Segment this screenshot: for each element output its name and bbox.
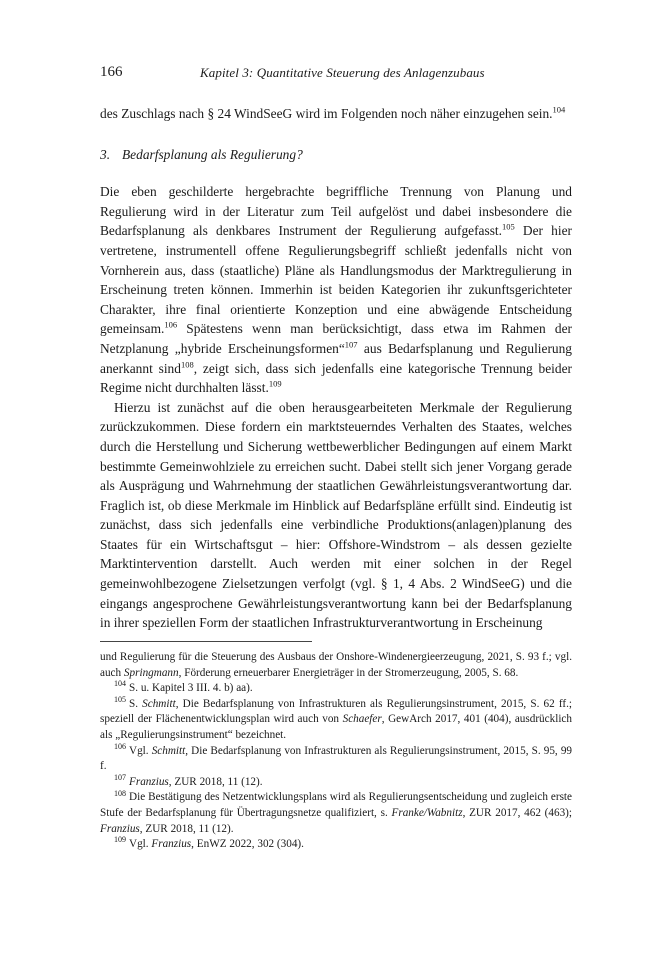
fn-cont-text-c: , Förderung erneuerbarer Energieträger in der Stromerzeugung, 2005, S. 68. xyxy=(178,666,519,679)
paragraph-2: Hierzu ist zunächst auf die oben herausgearbeiteten Merkmale der Regulierung zurückzukommen. Diese fordern ein marktsteuerndes Verhalten des Staates, welches durch die Herstellung und Sicherung wettbewerblicher Bedingungen auf einem Markt bestimmte Gemeinwohlziele zu erreichen sucht. Dabei stellt sich jener Vorgang gerade als Ausprägung und Wahrnehmung der staatlichen Gewährleistungsverantwortung dar. Fraglich ist, ob diese Merkmale im Hinblick auf Bedarfspläne erfüllt sind. Eindeutig ist zunächst, dass sich jedenfalls eine verbindliche Produktions(anlagen)planung des Staates für ein Wirtschaftsgut – hier: Offshore-Windstrom – als dessen gezielte Marktintervention darstellt. Auch werden mit einer solchen in der Regel gemeinwohlbezogene Zielsetzungen verfolgt (vgl. § 1, 4 Abs. 2 WindSeeG) und die eingangs angesprochene Gewährleistungsverantwortung kann bei der Bedarfsplanung in ihrer speziellen Form der staatlichen Infrastrukturverantwortung in Erscheinung xyxy=(100,399,572,631)
footnote-ref-105[interactable]: 105 xyxy=(501,221,515,232)
footnote-number: 104 xyxy=(114,679,126,689)
footnote-text: Vgl. xyxy=(129,744,152,757)
paragraph-1-part-4: aus Bedarfsplanung und Regulierung anerkannt sind xyxy=(100,340,572,376)
footnote-text: , ZUR 2018, 11 (12). xyxy=(168,775,263,788)
footnote-text: , EnWZ 2022, 302 (304). xyxy=(191,838,304,851)
footnote-text: , ZUR 2017, 462 (463); xyxy=(462,806,572,819)
footnote-105 xyxy=(100,697,572,744)
footnote-author: Franzius xyxy=(129,775,169,788)
footnote-text: , Die Bedarfsplanung von Infrastrukturen als Regulierungsinstrument, 2015, S. 95, 99 f. xyxy=(100,744,573,773)
footnote-text: S. u. Kapitel 3 III. 4. b) aa). xyxy=(129,682,253,695)
footnotes xyxy=(100,650,572,853)
footnote-author: Schmitt xyxy=(151,744,186,757)
footnote-ref-106[interactable]: 106 xyxy=(164,319,178,330)
footnote-author: Franzius xyxy=(100,822,140,835)
footnote-author: Schmitt xyxy=(142,697,176,710)
footnote-text: , Die Bedarfsplanung von Infrastrukturen als Regulierungsinstrument, 2015, S. 62 ff.; speziell der Flächenentwicklungsplan wird auch von xyxy=(100,697,572,726)
paragraph-1-part-2: Der hier vertretene, instrumentell offene Regulierungsbegriff schließt jedenfalls nicht von Vornherein aus, dass (staatliche) Pläne als Handlungsmodus der Marktregulierung in Erscheinung treten können. Immerhin ist beiden Kategorien ihr zukunftsgerichteter Charakter, ihre final orientierte Konzeption und eine abwägende Entscheidung gemeinsam. xyxy=(100,223,572,337)
footnote-continuation xyxy=(100,650,572,681)
footnote-number: 109 xyxy=(114,835,126,845)
main-text xyxy=(100,104,572,633)
fn-cont-author: Springmann xyxy=(123,666,179,679)
footnote-ref-104[interactable]: 104 xyxy=(552,104,566,115)
paragraph-1-part-1: Die eben geschilderte hergebrachte begriffliche Trennung von Planung und Regulierung wird in der Literatur zum Teil aufgelöst und dabei insbesondere die Bedarfsplanung als denkbares Instrument der Regulierung aufgefasst. xyxy=(100,184,572,239)
footnote-108 xyxy=(100,790,572,837)
footnote-109 xyxy=(100,837,572,853)
running-head: Kapitel 3: Quantitative Steuerung des Anlagenzubaus xyxy=(200,65,485,80)
paragraph-1-part-3: Spätestens wenn man berücksichtigt, dass etwa im Rahmen der Netzplanung „hybride Erscheinungsformen“ xyxy=(100,321,572,356)
footnote-author: Franke/Wabnitz xyxy=(391,806,463,819)
footnote-text: Vgl. xyxy=(129,838,152,851)
page-header xyxy=(100,64,572,86)
section-heading xyxy=(100,145,572,165)
paragraph-1-part-5: , zeigt sich, dass sich jedenfalls eine kategorische Trennung beider Regime nicht durchhalten lässt. xyxy=(100,360,572,396)
footnote-104 xyxy=(100,681,572,697)
footnote-106 xyxy=(100,741,573,775)
footnote-number: 108 xyxy=(114,788,126,798)
footnote-number: 107 xyxy=(114,773,126,783)
footnote-divider xyxy=(100,641,312,642)
fn-cont-text-a: und Regulierung für die Steuerung des Ausbaus der Onshore-Windenergieerzeugung, 2021, S. 93 f.; vgl. auch xyxy=(100,651,572,679)
footnote-ref-107[interactable]: 107 xyxy=(344,339,358,350)
intro-text: des Zuschlags nach § 24 WindSeeG wird im Folgenden noch näher einzugehen sein. xyxy=(100,106,553,121)
footnote-number: 106 xyxy=(114,741,126,751)
intro-paragraph xyxy=(100,104,572,124)
footnote-ref-108[interactable]: 108 xyxy=(180,359,194,370)
footnote-number: 105 xyxy=(114,695,126,705)
footnote-author: Schaefer xyxy=(342,713,382,726)
section-title: Bedarfsplanung als Regulierung? xyxy=(122,146,303,162)
footnote-107 xyxy=(100,775,572,791)
footnote-text: , ZUR 2018, 11 (12). xyxy=(139,822,234,835)
section-number: 3. xyxy=(100,146,111,162)
footnote-text: , GewArch 2017, 401 (404), ausdrücklich als „Regulierungsinstrument“ bezeichnet. xyxy=(100,713,572,741)
footnote-author: Franzius xyxy=(151,838,192,851)
paragraph-1 xyxy=(100,182,572,398)
footnote-text: S. xyxy=(129,697,143,710)
book-page xyxy=(100,0,572,972)
page-number: 166 xyxy=(100,64,123,80)
footnote-text: Die Bestätigung des Netzentwicklungsplans wird als Regulierungsentscheidung und zugleich erste Stufe der Bedarfsplanung für Übertragungsnetze qualifiziert, s. xyxy=(100,791,572,819)
footnote-ref-109[interactable]: 109 xyxy=(268,378,282,389)
